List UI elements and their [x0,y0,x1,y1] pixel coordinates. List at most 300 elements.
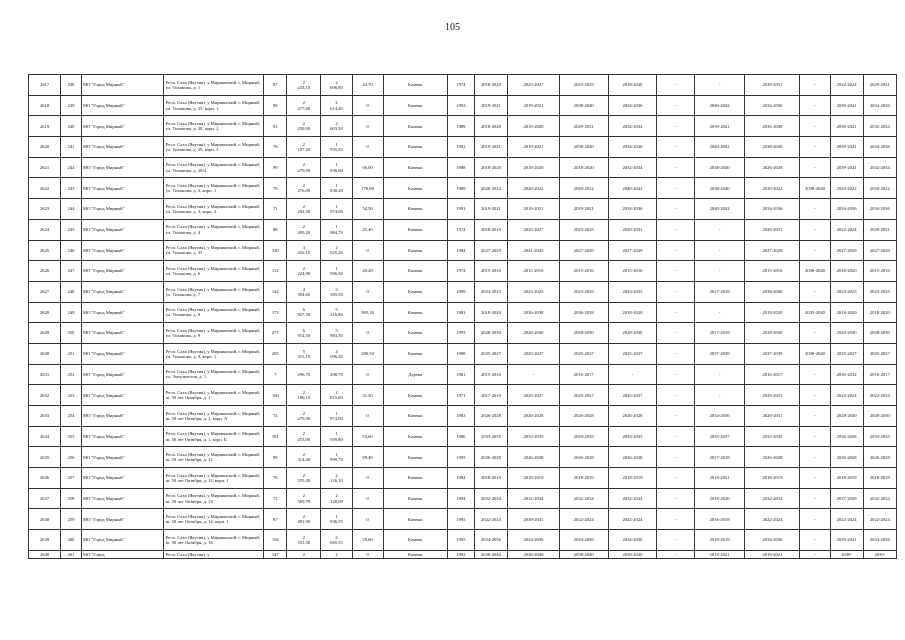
table-cell: 71 [264,199,287,220]
table-cell: 2018-2020 [474,157,507,178]
table-cell: 2032-2034 [745,488,800,509]
table-cell: 2038-2040 [559,95,608,116]
table-cell: Респ. Саха (Якутия), у Мирнинский, г. Мирный, ш. 50 лет Октября, д. 14, корп. 1 [163,509,264,530]
table-cell: Респ. Саха (Якутия), у [163,550,264,558]
table-cell: 173 [264,302,287,323]
table-cell: 2023-2025 [559,75,608,96]
table-cell: - [800,219,830,240]
table-cell: Респ. Саха (Якутия), у Мирнинский, г. Мирный, ш. 50 лет Октября, д. 1 [163,385,264,406]
table-cell: - [800,406,830,427]
table-cell: 240 [61,116,82,137]
table-cell: 2027-2029 [863,240,896,261]
table-cell: - [657,116,694,137]
table-cell: 1995 [447,509,474,530]
table-cell: 5 316,80 [321,302,352,323]
table-cell: МО "Город Мирный" [81,75,163,96]
table-cell: 2631 [29,364,61,385]
table-cell: 2 569,78 [287,488,321,509]
table-cell: Камень [383,406,447,427]
table-cell: 2026-2028 [508,447,560,468]
table-cell: 2019-2021 [508,199,560,220]
table-cell: 1988 [447,157,474,178]
table-cell: 255 [61,426,82,447]
table-cell: 2023-2025 [559,219,608,240]
table-cell: 1992 [447,137,474,158]
table-cell: МО "Город Мирный" [81,530,163,551]
table-cell: 2624 [29,219,61,240]
table-cell: 2036-2038 [508,302,560,323]
table-cell: 2625 [29,240,61,261]
table-cell: 2020-2022 [863,178,896,199]
table-cell: 320 [264,240,287,261]
table-cell: 2029-2031 [745,406,800,427]
table-cell: 2640 [29,550,61,558]
table-cell: 2027-2029 [608,240,657,261]
table-cell: 2015-2016 [508,261,560,282]
table-cell: - [800,364,830,385]
table-cell: Камень [383,302,447,323]
table-cell: 2032-2034 [559,488,608,509]
table-cell: МО "Город Мирный" [81,447,163,468]
table-cell: 1999 [447,281,474,302]
table-cell: 2030-2032 [830,364,863,385]
table-cell: МО "Город [81,550,163,558]
table-cell: 2034-2036 [608,137,657,158]
table-cell: 2626 [29,261,61,282]
table-cell: 45,40 [352,219,383,240]
table-cell: 0 [352,137,383,158]
table-cell: 2037-2039 [830,488,863,509]
table-cell: 88 [264,219,287,240]
table-cell: 2027-2029 [559,240,608,261]
table-cell: 89,40 [352,447,383,468]
table-cell: 2638 [29,509,61,530]
table-row [29,323,897,344]
table-cell: МО "Город Мирный" [81,488,163,509]
table-cell: МО "Город Мирный" [81,385,163,406]
table-row [29,509,897,530]
table-cell: 2039-2041 [830,95,863,116]
table-cell: 79 [264,178,287,199]
table-cell: 2016-2017 [559,364,608,385]
table-cell: 2038-2040 [474,550,507,558]
table-cell: 2022-2024 [830,509,863,530]
table-cell: - [657,281,694,302]
table-cell: 2034-2036 [863,199,896,220]
table-cell: Респ. Саха (Якутия), у Мирнинский, г. Мирный, ул. Тихонова, д. 6 [163,261,264,282]
table-cell: Камень [383,95,447,116]
table-cell: 2 276,00 [287,178,321,199]
table-row [29,406,897,427]
table-cell: Респ. Саха (Якутия), у Мирнинский, г. Мирный, ул. Тихонова, д. 3, корп. 1 [163,178,264,199]
table-cell: 2018-2019 [508,468,560,489]
table-cell: - [800,488,830,509]
table-cell: - [657,364,694,385]
table-cell: 2027-2029 [474,240,507,261]
table-cell: 249 [61,302,82,323]
table-row [29,281,897,302]
table-cell: - [657,447,694,468]
table-cell: - [800,530,830,551]
table-cell: Камень [383,343,447,364]
table-cell: 2020-2022 [559,178,608,199]
table-cell: - [657,75,694,96]
table-cell: 2 128,09 [321,488,352,509]
table-cell: 2039-2041 [694,116,745,137]
table-cell: Респ. Саха (Якутия), у Мирнинский, г. Мирный, ш. 50 лет Октября, д. 12, корп. 1 [163,468,264,489]
table-cell: 2019-2021 [745,550,800,558]
table-cell: 2040-2042 [694,137,745,158]
table-cell: 2018-2019 [474,468,507,489]
table-cell: 208,70 [321,364,352,385]
table-row [29,261,897,282]
table-cell: 2621 [29,157,61,178]
table-cell: 2015-2016 [474,261,507,282]
table-cell: Респ. Саха (Якутия), у Мирнинский, г. Мирный, ул. Тихонова, д. 4 [163,219,264,240]
table-cell: - [800,240,830,261]
table-cell: 258 [61,488,82,509]
table-cell: 2026-2028 [608,447,657,468]
table-cell: Камень [383,137,447,158]
table-cell: 1995 [447,530,474,551]
table-cell: 205 [264,343,287,364]
table-cell: Камень [383,281,447,302]
table-cell: 2018-2020 [745,302,800,323]
table-cell: 254 [61,406,82,427]
table-cell: 0 [352,488,383,509]
table-cell: 260 [61,530,82,551]
table-cell: 0 [352,281,383,302]
table-cell: 2630 [29,343,61,364]
table-cell: 2 270,30 [287,406,321,427]
table-cell: 76 [264,468,287,489]
table-cell: МО "Город Мирный" [81,364,163,385]
table-cell: 2 270,50 [287,157,321,178]
table-cell: 2022-2024 [830,385,863,406]
table-cell: 2627 [29,281,61,302]
table-cell: - [694,385,745,406]
table-cell: 1 996,50 [321,261,352,282]
table-cell: 2032-2034 [474,488,507,509]
table-cell: 2019-2021 [694,468,745,489]
table-cell: 112 [264,261,287,282]
table-cell: 2632 [29,385,61,406]
table-cell: 6 914,50 [287,323,321,344]
table-cell: 2 606,80 [321,75,352,96]
table-cell: 2023-2025 [559,281,608,302]
table-cell: 1989 [447,178,474,199]
table-cell: Респ. Саха (Якутия), у Мирнинский, г. Мирный, ш. 50 лет Октября, д. 16 [163,530,264,551]
table-row [29,488,897,509]
table-cell: - [694,240,745,261]
table-cell: 4 416,10 [287,240,321,261]
table-cell: 2036-2038 [745,116,800,137]
table-cell: 2027-2029 [830,240,863,261]
table-cell: 2033-2035 [608,426,657,447]
table-cell: 2028-2030 [745,323,800,344]
table-cell: Респ. Саха (Якутия), у Мирнинский, г. Мирный, ш. 50 лет Октября, д. 1, корп. А [163,406,264,427]
table-cell: Камень [383,488,447,509]
table-cell: 2034-2036 [863,95,896,116]
table-cell: МО "Город Мирный" [81,261,163,282]
table-cell: 2020-2022 [745,178,800,199]
table-cell: 2018-2020 [508,116,560,137]
table-cell: 238 [61,75,82,96]
table-cell: 2022-2024 [608,509,657,530]
table-cell: 2025-2027 [508,219,560,240]
table-cell: 100 [264,385,287,406]
table-cell: 87 [264,75,287,96]
table-cell: - [657,219,694,240]
table-cell: 2019-2021 [508,95,560,116]
table-cell: 2038-2040 [745,137,800,158]
table-cell: 1 999,70 [321,447,352,468]
table-cell: 2037-2039 [694,343,745,364]
table-cell: - [657,509,694,530]
table-cell: 2025-2027 [508,343,560,364]
table-cell: 2025-2027 [508,75,560,96]
table-cell: 2035-2040 [800,302,830,323]
table-cell: 0 [352,116,383,137]
table-cell: МО "Город Мирный" [81,178,163,199]
table-cell: 1991 [447,199,474,220]
table-cell: 2015-2016 [745,261,800,282]
table-cell: 72 [264,406,287,427]
table-cell: Камень [383,116,447,137]
table-cell: Респ. Саха (Якутия), у Мирнинский, г. Мирный, ш. 50 лет Октября, д. 1, корп. Б [163,426,264,447]
table-cell: 2025-2027 [474,343,507,364]
table-cell: Респ. Саха (Якутия), у Мирнинский, г. Мирный, ш. 50 лет Октября, д. 14 [163,488,264,509]
table-cell: 2 126,10 [321,468,352,489]
table-cell: 5 315,10 [287,343,321,364]
table-cell: Камень [383,426,447,447]
table-cell: 1 936,60 [321,157,352,178]
table-cell: 2 603,50 [321,116,352,137]
table-cell: 2633 [29,406,61,427]
table-cell: 257 [61,468,82,489]
table-cell: 40,20 [352,261,383,282]
table-cell: 2018-2019 [863,468,896,489]
table-cell: - [657,302,694,323]
table-cell: 2022-2024 [745,509,800,530]
table-cell: 2029-2031 [745,219,800,240]
table-cell: 2017-2018 [694,281,745,302]
table-cell: 246 [61,240,82,261]
table-cell: Камень [383,75,447,96]
table-cell: - [800,509,830,530]
table-cell: - [657,178,694,199]
table-cell: 2635 [29,447,61,468]
table-cell: 7 [264,364,287,385]
table-cell: Камень [383,447,447,468]
table-cell: 2022-2024 [863,385,896,406]
table-cell: 142 [264,281,287,302]
table-cell: 259 [61,509,82,530]
table-cell: 2017-2018 [694,323,745,344]
table-cell: 2022-2024 [559,509,608,530]
table-cell: 2040-2042 [694,199,745,220]
table-cell: Респ. Саха (Якутия), у Мирнинский, г. Мирный, ул. Тихонова, д. 9, корп. 1 [163,343,264,364]
table-cell: 2023-2025 [608,281,657,302]
table-cell: 2029-2031 [745,75,800,96]
table-cell: 296,70 [287,364,321,385]
table-cell: 2032-2034 [863,488,896,509]
table-cell: - [657,261,694,282]
table-cell: 2617 [29,75,61,96]
table-cell: Респ. Саха (Якутия), у Мирнинский, г. Мирный, ул. Тихонова, д. 28, корп. 2 [163,116,264,137]
table-cell: 2016-2018 [694,509,745,530]
table-cell: 2025-2027 [559,343,608,364]
table-cell: Камень [383,199,447,220]
table-cell: Камень [383,509,447,530]
table-cell: 2023-2025 [830,281,863,302]
table-cell: 1 935,50 [321,137,352,158]
table-cell: 2038-2040 [694,157,745,178]
table-cell: 2039-2041 [830,137,863,158]
table-cell: 2026-2028 [608,406,657,427]
table-cell: 2019-2021 [694,550,745,558]
table-cell: 0 [352,468,383,489]
table-cell: 2036-2038 [830,426,863,447]
table-cell: 6 927,50 [287,302,321,323]
table-cell: 2039-2041 [508,509,560,530]
table-cell: 2032-2034 [863,157,896,178]
table-cell: 2026-2028 [474,447,507,468]
table-cell: 2034-2036 [863,137,896,158]
table-cell: - [800,426,830,447]
table-cell: 2019-2021 [474,137,507,158]
table-cell: 2029-2031 [863,219,896,240]
table-cell: 2628 [29,302,61,323]
table-cell: 2025-2027 [608,385,657,406]
table-cell: 0 [352,95,383,116]
table-cell: Респ. Саха (Якутия), у Мирнинский, г. Мирный, ул. Тихонова, д. 28/4 [163,157,264,178]
table-cell: 2039-2041 [830,530,863,551]
table-cell: 2623 [29,199,61,220]
table-cell: 2028-2030 [863,323,896,344]
table-cell: 2 555,40 [287,468,321,489]
table-cell: 2020-2022 [830,178,863,199]
table-cell: 1981 [447,302,474,323]
table-cell: МО "Город Мирный" [81,323,163,344]
table-cell: МО "Город Мирный" [81,468,163,489]
table-cell: 2 [321,550,352,558]
table-cell: 242 [61,157,82,178]
table-row [29,343,897,364]
table-cell: 99 [264,447,287,468]
table-cell: 2018-2020 [608,302,657,323]
table-cell: 53,60 [352,426,383,447]
table-cell: - [657,343,694,364]
table-row [29,199,897,220]
table-cell: - [657,550,694,558]
table-cell: 2038-2040 [508,550,560,558]
table-cell: 250 [61,323,82,344]
table-cell: Респ. Саха (Якутия), у Мирнинский, г. Мирный, ул. Тихонова, д. 29, корп. 3 [163,137,264,158]
table-cell: 2 197,20 [287,137,321,158]
table-cell: - [608,364,657,385]
table-cell: 2033-2035 [508,426,560,447]
table-cell: 2022-2024 [474,509,507,530]
table-row [29,137,897,158]
table-cell: 1989 [447,116,474,137]
table-cell: 2015-2016 [559,261,608,282]
table-cell: МО "Город Мирный" [81,219,163,240]
table-cell: 2 250,90 [287,116,321,137]
table-cell: 1992 [447,95,474,116]
table-cell: - [657,488,694,509]
table-cell: МО "Город Мирный" [81,509,163,530]
table-cell: 2 209,20 [287,219,321,240]
table-cell: 2018-2019 [559,468,608,489]
table-cell: 289,50 [352,343,383,364]
table-cell: 2 224,90 [287,261,321,282]
table-cell: 244 [61,199,82,220]
table-cell: - [657,385,694,406]
table-cell: 2018-2020 [474,116,507,137]
table-cell: МО "Город Мирный" [81,116,163,137]
table-cell: 1993 [447,550,474,558]
table-cell: - [657,406,694,427]
table-cell: 252 [61,364,82,385]
table-cell: 2038-2040 [608,550,657,558]
table-cell: 2038- [830,550,863,558]
table-cell: 54,50 [352,199,383,220]
table-cell: 2032-2034 [608,157,657,178]
table-cell: 2019-2021 [474,95,507,116]
table-cell: 2034-2036 [608,199,657,220]
table-cell: 0 [352,509,383,530]
table-row [29,530,897,551]
table-cell: 1 974,06 [321,199,352,220]
table-cell: 2028-2030 [863,406,896,427]
table-cell: 2018-2019 [745,468,800,489]
table-cell: 2029-2031 [863,75,896,96]
table-cell: МО "Город Мирный" [81,281,163,302]
table-cell: 2034-2036 [745,95,800,116]
table-cell: 2025-2027 [608,343,657,364]
table-cell: 2028-2030 [559,323,608,344]
table-cell: 0 [352,406,383,427]
table-cell: 2015-2016 [608,261,657,282]
table-cell: 2018-2019 [474,219,507,240]
table-cell: 2 186,10 [287,385,321,406]
table-cell: 2022-2024 [863,509,896,530]
table-cell: - [800,468,830,489]
table-cell: 2018-2020 [608,75,657,96]
table-cell: 2025-2027 [508,385,560,406]
table-cell: 2028-2030 [508,323,560,344]
table-cell: 72 [264,488,287,509]
table-cell: 1 830,20 [321,178,352,199]
table-cell: - [657,530,694,551]
table-cell: 253 [61,385,82,406]
table-cell: 2018-2019 [694,530,745,551]
table-cell: МО "Город Мирный" [81,240,163,261]
table-cell: 59,60 [352,530,383,551]
table-cell: 277 [264,323,287,344]
table-cell: 2038-2040 [800,343,830,364]
table-cell: - [694,364,745,385]
table-cell: 2018-2020 [559,157,608,178]
table-cell: 98 [264,95,287,116]
table-cell: 2026-2028 [863,447,896,468]
table-cell: 2033-2035 [745,426,800,447]
table-cell: МО "Город Мирный" [81,406,163,427]
table-cell: 2016-2017 [745,364,800,385]
table-cell: 2018-2020 [474,302,507,323]
table-cell: Респ. Саха (Якутия), у Мирнинский, г. Мирный, ул. Тихонова, д. 7 [163,281,264,302]
